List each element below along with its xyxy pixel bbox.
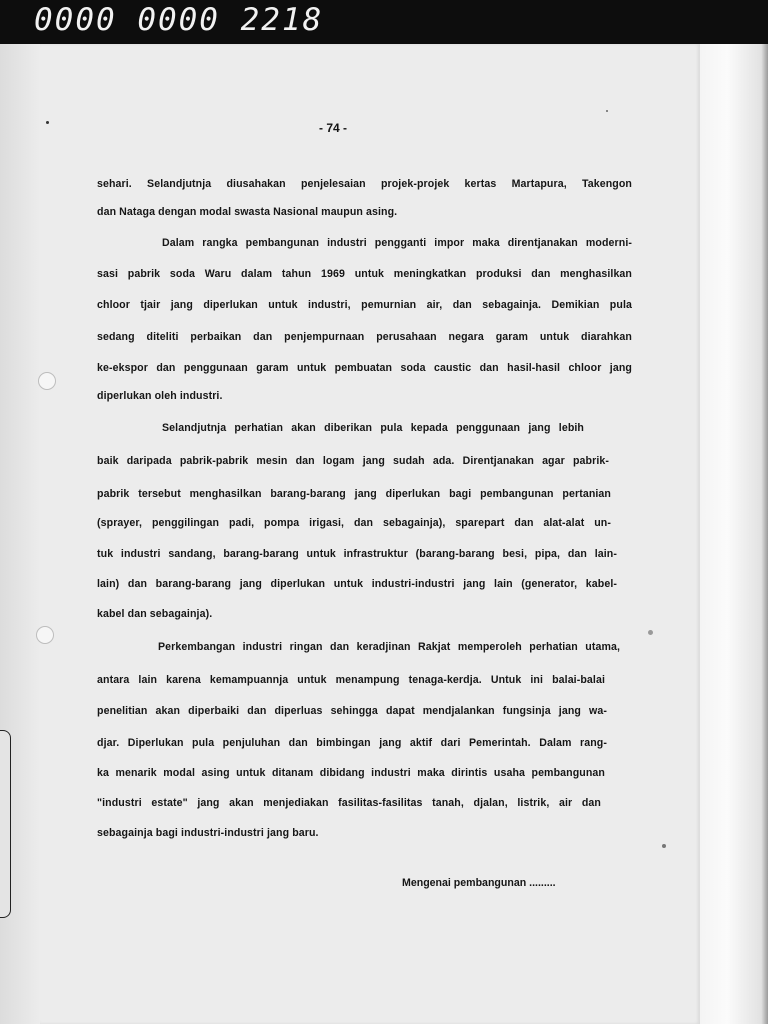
text-line: sedang diteliti perbaikan dan penjempurnaan perusahaan negara garam untuk diarahkan [97,331,632,343]
text-line: sehari. Selandjutnja diusahakan penjelesaian projek-projek kertas Martapura, Takengon [97,178,632,190]
text-line: Selandjutnja perhatian akan diberikan pula kepada penggunaan jang lebih [162,422,584,434]
text-line: tuk industri sandang, barang-barang untuk infrastruktur (barang-barang besi, pipa, dan lain- [97,548,617,560]
text-line: djar. Diperlukan pula penjuluhan dan bimbingan jang aktif dari Pemerintah. Dalam rang- [97,737,607,749]
film-strip-header [0,0,768,44]
frame-number: 0000 0000 2218 [34,2,324,38]
scan-speck [662,844,666,848]
text-line: ka menarik modal asing untuk ditanam dibidang industri maka dirintis usaha pembangunan [97,767,605,779]
text-line: baik daripada pabrik-pabrik mesin dan logam jang sudah ada. Direntjanakan agar pabrik- [97,455,609,467]
scan-speck [606,110,608,112]
text-line: "industri estate" jang akan menjediakan fasilitas-fasilitas tanah, djalan, listrik, air dan [97,797,601,809]
text-line: antara lain karena kemampuannja untuk menampung tenaga-kerdja. Untuk ini balai-balai [97,674,605,686]
page-number: - 74 - [318,121,347,135]
punch-hole-bottom [36,626,54,644]
text-line: (sprayer, penggilingan padi, pompa irigasi, dan sebagainja), sparepart dan alat-alat un- [97,517,611,529]
text-line: kabel dan sebagainja). [97,608,213,620]
text-line: sebagainja bagi industri-industri jang baru. [97,827,319,839]
text-line: pabrik tersebut menghasilkan barang-barang jang diperlukan bagi pembangunan pertanian [97,488,611,500]
scan-speck [648,630,653,635]
text-line: Dalam rangka pembangunan industri pengganti impor maka direntjanakan moderni- [162,237,632,249]
text-line: sasi pabrik soda Waru dalam tahun 1969 untuk meningkatkan produksi dan menghasilkan [97,268,632,280]
scan-right-margin [700,44,768,1024]
text-line: ke-ekspor dan penggunaan garam untuk pembuatan soda caustic dan hasil-hasil chloor jang [97,362,632,374]
text-line: chloor tjair jang diperlukan untuk industri, pemurnian air, dan sebagainja. Demikian pula [97,299,632,311]
text-line: diperlukan oleh industri. [97,390,223,402]
punch-hole-top [38,372,56,390]
text-line: dan Nataga dengan modal swasta Nasional maupun asing. [97,206,398,218]
continuation-note: Mengenai pembangunan ......... [402,877,556,889]
document-page [40,44,700,1024]
text-line: lain) dan barang-barang jang diperlukan untuk industri-industri jang lain (generator, kabel- [97,578,617,590]
scan-speck [46,121,49,124]
text-line: penelitian akan diperbaiki dan diperluas sehingga dapat mendjalankan fungsinja jang wa- [97,705,607,717]
binder-tab [0,730,11,918]
text-line: Perkembangan industri ringan dan keradjinan Rakjat memperoleh perhatian utama, [158,641,620,653]
